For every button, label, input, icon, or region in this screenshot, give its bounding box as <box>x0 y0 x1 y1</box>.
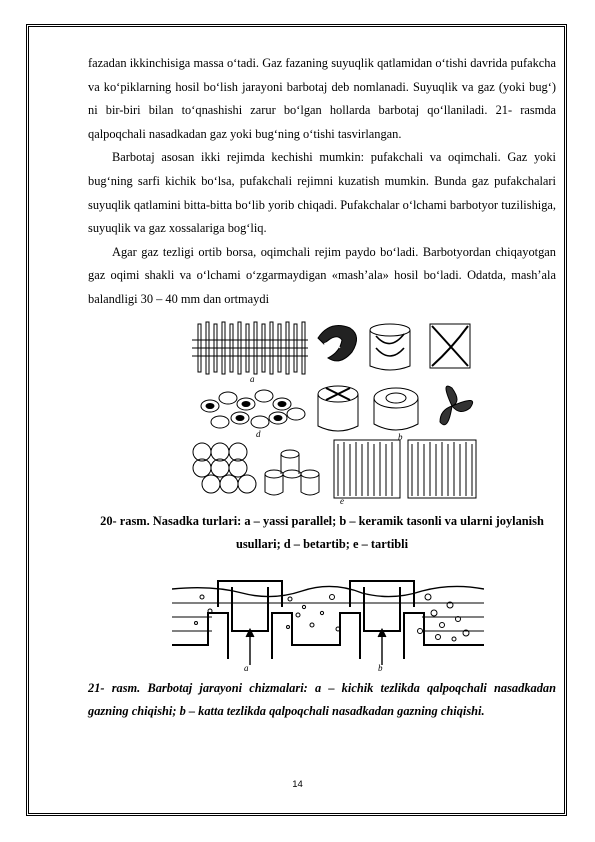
figure-20-drawing <box>190 318 486 504</box>
fig20-label-e: e <box>340 495 344 504</box>
regular-packing-blocks <box>334 440 476 498</box>
random-rings <box>201 390 305 428</box>
paragraph-3: Agar gaz tezligi ortib borsa, oqimchali rejim paydo bo‘ladi. Barbotyordan chiqayotgan gaz oqimi shakli va o‘lchami o‘zgarmaydigan «mash’ala» hosil bo‘ladi. Odatda, mash’ala balandligi 30 – 40 mm dan ortmaydi <box>88 244 556 306</box>
paragraph-2: Barbotaj asosan ikki rejimda kechishi mumkin: pufakchali va oqimchali. Gaz yoki bug‘ning sarfi kichik bo‘lsa, pufakchali rejimni kuzatish mumkin. Bunda gaz pufakchalari suyuqlik qatlamini bitta-bitta bo‘lib yorib chiqadi. Pufakchalar o‘lchami barbotyor tuzilishiga, suyuqlik va gaz xossalariga bog‘liq. <box>88 150 556 236</box>
fig21-label-b: b <box>378 662 383 671</box>
fig20-label-a: a <box>250 373 255 384</box>
fig21-label-a: a <box>244 662 249 671</box>
page-number: 14 <box>292 779 303 790</box>
flat-parallel-plates <box>192 322 308 374</box>
figure-21-caption: 21- rasm. Barbotaj jarayoni chizmalari: a – kichik tezlikda qalpoqchali nasadkadan gazning chiqishi; b – katta tezlikda qalpoqchali nasadkadan gazning chiqishi. <box>88 680 556 719</box>
figure-20-packing-types <box>190 318 486 504</box>
fig20-label-b: b <box>398 431 403 442</box>
paragraph-1: fazadan ikkinchisiga massa o‘tadi. Gaz fazaning suyuqlik qatlamidan o‘tishi davrida pufakcha va ko‘piklarning hosil bo‘lish jarayoni barbotaj deb nomlanadi. Suyuqlik va gaz (yoki bug‘) ni bir-biri bilan to‘qnashishi zarur bo‘lgan hollarda barbotaj qo‘llaniladi. 21- rasmda qalpoqchali nasadkadan gaz yoki bug‘ning o‘tishi tasvirlangan. <box>88 56 556 141</box>
figure-20-caption: 20- rasm. Nasadka turlari: a – yassi parallel; b – keramik tasonli va ularni joylanish usullari; d – betartib; e – tartibli <box>100 513 544 552</box>
page-content <box>88 52 556 724</box>
fig20-label-d: d <box>256 428 261 439</box>
figure-21-bubbling <box>172 567 484 671</box>
figure-21-drawing <box>172 567 484 671</box>
